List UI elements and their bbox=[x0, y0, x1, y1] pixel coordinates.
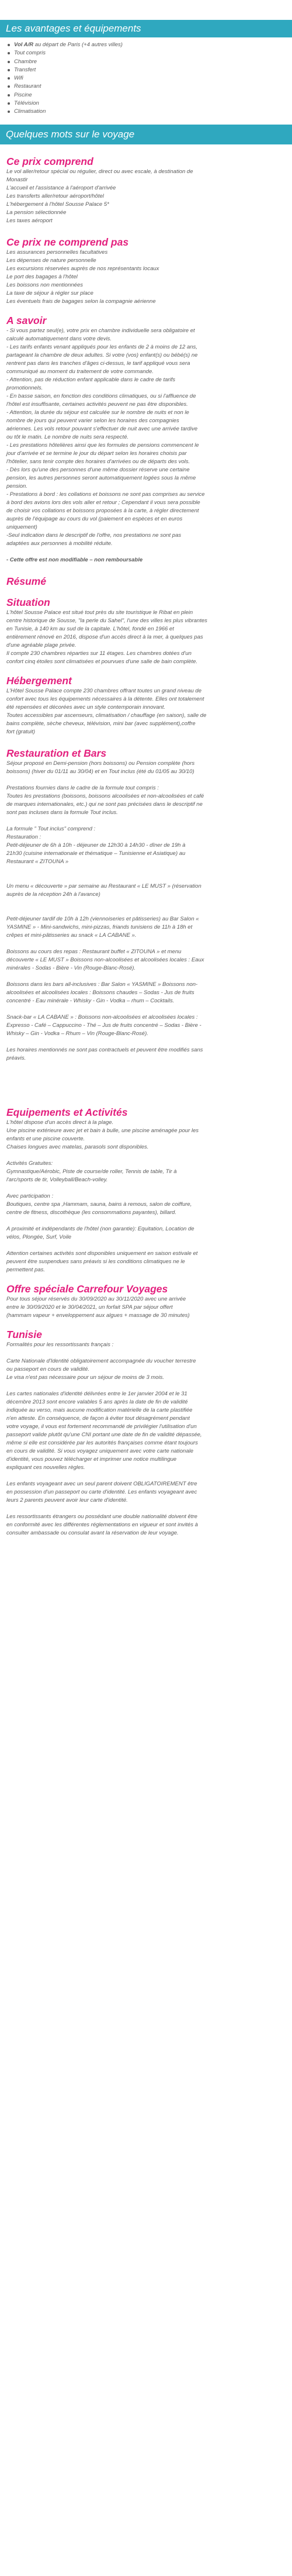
text-line: 21h30 (cuisine internationale et thématique – Tunisienne et Asiatique) au bbox=[6, 850, 186, 857]
advantage-item: Transfert bbox=[14, 66, 292, 74]
text-line: auprès de la réception 24h à l'avance) bbox=[6, 891, 100, 898]
text-line: Boissons dans les bars all-inclusives : Bar Salon « YASMINE » Boissons non- bbox=[6, 981, 198, 988]
text-line: minérales - Sodas - Bière - Vin (Rouge-Blanc-Rosé). bbox=[6, 964, 136, 971]
text-line: Les cartes nationales d'identité délivrées entre le 1er janvier 2004 et le 31 bbox=[6, 1390, 187, 1397]
tunisia-block bbox=[6, 1341, 286, 1537]
text-line: expliquant ces nouvelles règles. bbox=[6, 1464, 85, 1471]
voyage-header bbox=[0, 125, 292, 144]
text-line: Toutes accessibles par ascenseurs, climatisation / chauffage (en saison), salle de bbox=[6, 712, 207, 719]
know-heading: A savoir bbox=[6, 314, 47, 326]
text-line: Le vol aller/retour spécial ou régulier, direct ou avec escale, à destination de bbox=[6, 168, 193, 175]
text-line: confort avec tous les équipements nécessaires à la détente. Elles ont totalement bbox=[6, 695, 204, 702]
excluded-block bbox=[6, 249, 286, 306]
text-line: l'arc/sports de tir, Volleyball/Beach-volley. bbox=[6, 1176, 108, 1183]
text-line: rentrent pas dans les tranches d'âges ci-dessus, le tarif appliqué vous sera bbox=[6, 360, 190, 367]
know-block bbox=[6, 327, 286, 564]
text-line: concentré - Eau minérale - Whisky - Gin - Vodka – rhum – Cocktails. bbox=[6, 997, 175, 1004]
text-line: uniquement) bbox=[6, 523, 37, 530]
text-line: permettent pas. bbox=[6, 1266, 46, 1273]
text-line: Prestations fournies dans le cadre de la formule tout compris : bbox=[6, 784, 159, 791]
excluded-heading: Ce prix ne comprend pas bbox=[6, 236, 129, 248]
text-line: Expresso - Café – Cappuccino - Thé – Jus de fruits concentré – Sodas - Bière - bbox=[6, 1022, 201, 1029]
text-line: Le port des bagages à l'hôtel bbox=[6, 273, 78, 280]
text-line: partageant la chambre de deux adultes. Si votre (vos) enfant(s) ou bébé(s) ne bbox=[6, 351, 198, 358]
text-line: nombre de jours qui peuvent varier selon les horaires des compagnies bbox=[6, 417, 179, 424]
text-line: adaptées aux personnes à mobilité réduite. bbox=[6, 540, 113, 547]
text-line: auprès de l'équipage au cours du vol (paiement en espèces et en euros bbox=[6, 515, 183, 522]
text-line: votre voyage, il vous est fortement recommandé de privilégier l'utilisation d'un bbox=[6, 1423, 197, 1430]
situation-block bbox=[6, 609, 286, 666]
text-line: vélos, Plongée, Surf, Voile bbox=[6, 1233, 72, 1240]
text-line: préavis. bbox=[6, 1054, 26, 1061]
voyage-content bbox=[0, 155, 292, 1537]
text-line: à bord des avions lors des vols aller et retour ; Cependant il vous sera possible bbox=[6, 499, 200, 506]
lodging-block bbox=[6, 687, 286, 736]
advantage-item: Climatisation bbox=[14, 108, 292, 116]
text-line: La pension sélectionnée bbox=[6, 209, 67, 216]
food-block bbox=[6, 760, 286, 1063]
text-line: leurs 2 parents peuvent avoir leur carte d'identité. bbox=[6, 1496, 128, 1503]
text-line: Un menu « découverte » par semaine au Restaurant « LE MUST » (réservation bbox=[6, 882, 201, 889]
non-refundable-note: - Cette offre est non modifiable – non remboursable bbox=[6, 556, 143, 563]
text-line: sont pas incluses dans la formule Tout inclus. bbox=[6, 809, 118, 816]
text-line: en cours de validité. Si vous voyagez uniquement avec votre carte nationale bbox=[6, 1447, 194, 1454]
text-line: en conformité avec les différentes réglementations en vigueur et sont invités à bbox=[6, 1521, 198, 1528]
text-line: Activités Gratuites: bbox=[6, 1160, 53, 1167]
text-line: Les dépenses de nature personnelle bbox=[6, 257, 96, 264]
text-line: Petit-déjeuner tardif de 10h à 12h (viennoiseries et pâtisseries) au Bar Salon « bbox=[6, 915, 199, 922]
text-line: YASMINE » - Mini-sandwichs, mini-pizzas, friands tunisiens de 11h à 18h et bbox=[6, 923, 193, 930]
text-line: Les éventuels frais de bagages selon la compagnie aérienne bbox=[6, 298, 156, 305]
text-line: Les ressortissants étrangers ou possédant une double nationalité doivent être bbox=[6, 1513, 197, 1520]
included-block bbox=[6, 168, 286, 225]
advantage-item: Chambre bbox=[14, 58, 292, 66]
text-line: - Les tarifs enfants venant appliqués pour les enfants de 2 à moins de 12 ans, bbox=[6, 343, 197, 350]
text-line: Boutiques, centre spa ,Hammam, sauna, bains à remous, salon de coiffure, bbox=[6, 1201, 192, 1208]
text-line: Le visa n'est pas nécessaire pour un séjour de moins de 3 mois. bbox=[6, 1374, 165, 1381]
text-line: Les taxes aéroport bbox=[6, 217, 53, 224]
activities-block bbox=[6, 1119, 286, 1274]
text-line: L'hébergement à l'hôtel Sousse Palace 5* bbox=[6, 201, 109, 208]
text-line: l'hôtelier, sans tenir compte des horaires d'arrivées ou de départs des vols. bbox=[6, 458, 190, 465]
advantage-item: Vol A/R au départ de Paris (+4 autres villes) bbox=[14, 41, 292, 49]
text-line: Les transferts aller/retour aéroport/hôtel bbox=[6, 192, 104, 199]
text-line: Restaurant « ZITOUNA » bbox=[6, 858, 69, 865]
text-line: de marques internationales, etc.) qui ne sont pas précisées dans le descriptif ne bbox=[6, 801, 203, 808]
text-line: l'hôtel est insuffisante, certaines activités peuvent ne pas être disponibles. bbox=[6, 401, 188, 408]
text-line: passeport valide plutôt qu'une CNI portant une date de fin de validité dépassée, bbox=[6, 1431, 202, 1438]
text-line: Monastir bbox=[6, 176, 28, 183]
text-line: indiquée au verso, mais aucune modification matérielle de la carte plastifiée bbox=[6, 1406, 193, 1413]
text-line: Restauration : bbox=[6, 833, 41, 840]
lodging-heading: Hébergement bbox=[6, 674, 72, 687]
text-line: -Seul indication dans le descriptif de l'offre, nos prestations ne sont pas bbox=[6, 532, 182, 539]
text-line: entièrement rénové en 2016, dispose d'un accès direct à la mer, à quelques pas bbox=[6, 633, 203, 640]
advantage-item: Piscine bbox=[14, 91, 292, 99]
text-line: (hammam vapeur + enveloppement aux algues + massage de 30 minutes) bbox=[6, 1312, 190, 1319]
text-line: Pour tous séjour réservés du 30/09/2020 au 30/11/2020 avec une arrivée bbox=[6, 1295, 186, 1302]
text-line: Snack-bar « LA CABANE » : Boissons non-alcoolisées et alcoolisées locales : bbox=[6, 1013, 198, 1020]
text-line: bains complète, sèche cheveux, télévision, mini bar (avec supplément),coffre bbox=[6, 720, 196, 727]
text-line: Les horaires mentionnés ne sont pas contractuels et peuvent être modifiés sans bbox=[6, 1046, 203, 1053]
offer-heading: Offre spéciale Carrefour Voyages bbox=[6, 1282, 168, 1295]
advantages-list bbox=[0, 37, 292, 116]
text-line: - Attention, pas de réduction enfant applicable dans le cadre de tarifs bbox=[6, 376, 176, 383]
text-line: en possession d'un passeport ou carte d'identité. Les enfants voyageant avec bbox=[6, 1488, 197, 1495]
text-line: Whisky – Gin - Vodka – Rhum – Vin (Rouge-Blanc-Rosé). bbox=[6, 1030, 148, 1037]
text-line: d'identité, vous pouvez télécharger et imprimer une notice multilingue bbox=[6, 1456, 177, 1463]
text-line: confort cinq étoiles sont climatisées et pourvues d'une salle de bain complète. bbox=[6, 658, 198, 665]
text-line: L'hôtel Sousse Palace est situé tout près du site touristique le Ribat en plein bbox=[6, 609, 193, 616]
text-line: de choisir vos collations et boissons proposées à la carte, à régler directement bbox=[6, 507, 199, 514]
tunisia-heading: Tunisie bbox=[6, 1328, 42, 1340]
text-line: La taxe de séjour à régler sur place bbox=[6, 289, 93, 296]
text-line: Il compte 230 chambres réparties sur 11 étages. Les chambres dotées d'un bbox=[6, 650, 192, 657]
text-line: Les excursions réservées auprès de nos représentants locaux bbox=[6, 265, 159, 272]
text-line: Attention certaines activités sont disponibles uniquement en saison estivale et bbox=[6, 1250, 198, 1257]
text-line: Formalités pour les ressortissants français : bbox=[6, 1341, 114, 1348]
text-line: - Prestations à bord : les collations et boissons ne sont pas comprises au service bbox=[6, 491, 205, 498]
advantage-item: Tout compris bbox=[14, 49, 292, 57]
text-line: communiqué au moment du traitement de votre commande. bbox=[6, 368, 154, 375]
text-line: en Tunisie, à 140 km au sud de la capitale. L'hôtel, fondé en 1966 et bbox=[6, 625, 174, 632]
text-line: fort (gratuit) bbox=[6, 728, 36, 735]
text-line: Carte Nationale d'Identité obligatoirement accompagnée du voucher terrestre bbox=[6, 1357, 196, 1364]
advantage-item: Restaurant bbox=[14, 82, 292, 91]
text-line: pension. bbox=[6, 482, 27, 489]
text-line: Boissons au cours des repas : Restaurant buffet « ZITOUNA » et menu bbox=[6, 948, 182, 955]
text-line: L'Hôtel Sousse Palace compte 230 chambres offrant toutes un grand niveau de bbox=[6, 687, 201, 694]
text-line: Avec participation : bbox=[6, 1192, 54, 1199]
text-line: A proximité et indépendants de l'hôtel (non garantie): Equitation, Location de bbox=[6, 1225, 194, 1232]
text-line: été repensées et décorées avec un style contemporain innovant. bbox=[6, 704, 165, 711]
text-line: Petit-déjeuner de 6h à 10h - déjeuner de 12h30 à 14h30 - dîner de 19h à bbox=[6, 842, 186, 849]
text-line: entre le 30/09/2020 et le 30/04/2021, un forfait SPA par séjour offert bbox=[6, 1303, 173, 1311]
text-line: - Les prestations hôtelières ainsi que les formules de pensions commencent le bbox=[6, 442, 199, 449]
advantages-title: Les avantages et équipements bbox=[6, 23, 141, 34]
text-line: Les assurances personnelles facultatives bbox=[6, 249, 108, 256]
text-line: Gymnastique/Aérobic, Piste de course/de roller, Tennis de table, Tir à bbox=[6, 1168, 177, 1175]
text-line: centre historique de Sousse, "la perle du Sahel", l'une des villes les plus vibrantes bbox=[6, 617, 207, 624]
text-line: La formule " Tout inclus" comprend : bbox=[6, 825, 96, 832]
text-line: calculé automatiquement dans votre devis. bbox=[6, 335, 112, 342]
text-line: - Dès lors qu'une des personnes d'une même dossier réserve une certaine bbox=[6, 466, 190, 473]
text-line: peuvent être suspendues sans préavis si les conditions climatiques ne le bbox=[6, 1258, 185, 1265]
text-line: Séjour proposé en Demi-pension (hors boissons) ou Pension complète (hors bbox=[6, 760, 195, 767]
activities-heading: Equipements et Activités bbox=[6, 1106, 128, 1118]
offer-block bbox=[6, 1295, 286, 1320]
text-line: crêpes et mini-pâtisseries au snack « LA CABANE ». bbox=[6, 932, 137, 939]
text-line: - Si vous partez seul(e), votre prix en chambre individuelle sera obligatoire et bbox=[6, 327, 195, 334]
text-line: d'une agréable plage privée. bbox=[6, 642, 77, 649]
text-line: L'accueil et l'assistance à l'aéroport d'arrivée bbox=[6, 184, 116, 191]
advantage-item: Wifi bbox=[14, 74, 292, 82]
text-line: Les boissons non mentionnées bbox=[6, 281, 83, 288]
text-line: Les enfants voyageant avec un seul parent doivent OBLIGATOIREMENT être bbox=[6, 1480, 197, 1487]
text-line: jour d'arrivée et se termine le jour du départ selon les horaires choisis par bbox=[6, 450, 187, 457]
text-line: Chaises longues avec matelas, parasols sont disponibles. bbox=[6, 1143, 149, 1150]
included-heading: Ce prix comprend bbox=[6, 155, 93, 167]
text-line: décembre 2013 sont encore valables 5 ans après la date de fin de validité bbox=[6, 1398, 188, 1405]
advantage-item: Télévision bbox=[14, 99, 292, 108]
text-line: boissons) (hiver du 01/11 au 30/04) et en Tout inclus (été du 01/05 au 30/10) bbox=[6, 768, 194, 775]
voyage-title: Quelques mots sur le voyage bbox=[6, 128, 135, 140]
text-line: alcoolisées et alcoolisées locales : Boissons chaudes – Sodas - Jus de fruits bbox=[6, 989, 194, 996]
text-line: Toutes les prestations (boissons, boissons alcoolisées et non-alcoolisées et café bbox=[6, 792, 204, 799]
text-line: n'en atteste. En conséquence, de façon à éviter tout désagrément pendant bbox=[6, 1415, 190, 1422]
situation-heading: Situation bbox=[6, 596, 50, 608]
text-line: ou passeport en cours de validité. bbox=[6, 1365, 90, 1373]
text-line: enfants et une piscine couverte. bbox=[6, 1135, 85, 1142]
advantages-header bbox=[0, 20, 292, 37]
text-line: promotionnels. bbox=[6, 384, 43, 391]
text-line: consulter ambassade ou consulat avant la réservation de leur voyage. bbox=[6, 1529, 179, 1536]
text-line: L'hôtel dispose d'un accès direct à la plage. bbox=[6, 1119, 114, 1126]
text-line: Une piscine extérieure avec jet et bain à bulle, une piscine aménagée pour les bbox=[6, 1127, 199, 1134]
food-heading: Restauration et Bars bbox=[6, 747, 107, 759]
text-line: même si elle est considérée par les autorités françaises comme étant toujours bbox=[6, 1439, 198, 1446]
text-line: ou tôt le matin. Le nombre de nuits sera respecté. bbox=[6, 433, 129, 440]
text-line: pension, les autres personnes seront automatiquement logées sous la même bbox=[6, 474, 196, 481]
text-line: centre de fitness, discothèque (les consommations payantes), billard. bbox=[6, 1209, 176, 1216]
text-line: aériennes. Les vols retour pouvant s'effectuer de nuit avec une arrivée tardive bbox=[6, 425, 198, 432]
text-line: - En basse saison, en fonction des conditions climatiques, ou si l'affluence de bbox=[6, 392, 196, 399]
text-line: découverte « LE MUST » Boissons non-alcoolisées et alcoolisées locales : Eaux bbox=[6, 956, 204, 963]
summary-heading: Résumé bbox=[6, 575, 47, 587]
text-line: - Attention, la durée du séjour est calculée sur le nombre de nuits et non le bbox=[6, 409, 189, 416]
